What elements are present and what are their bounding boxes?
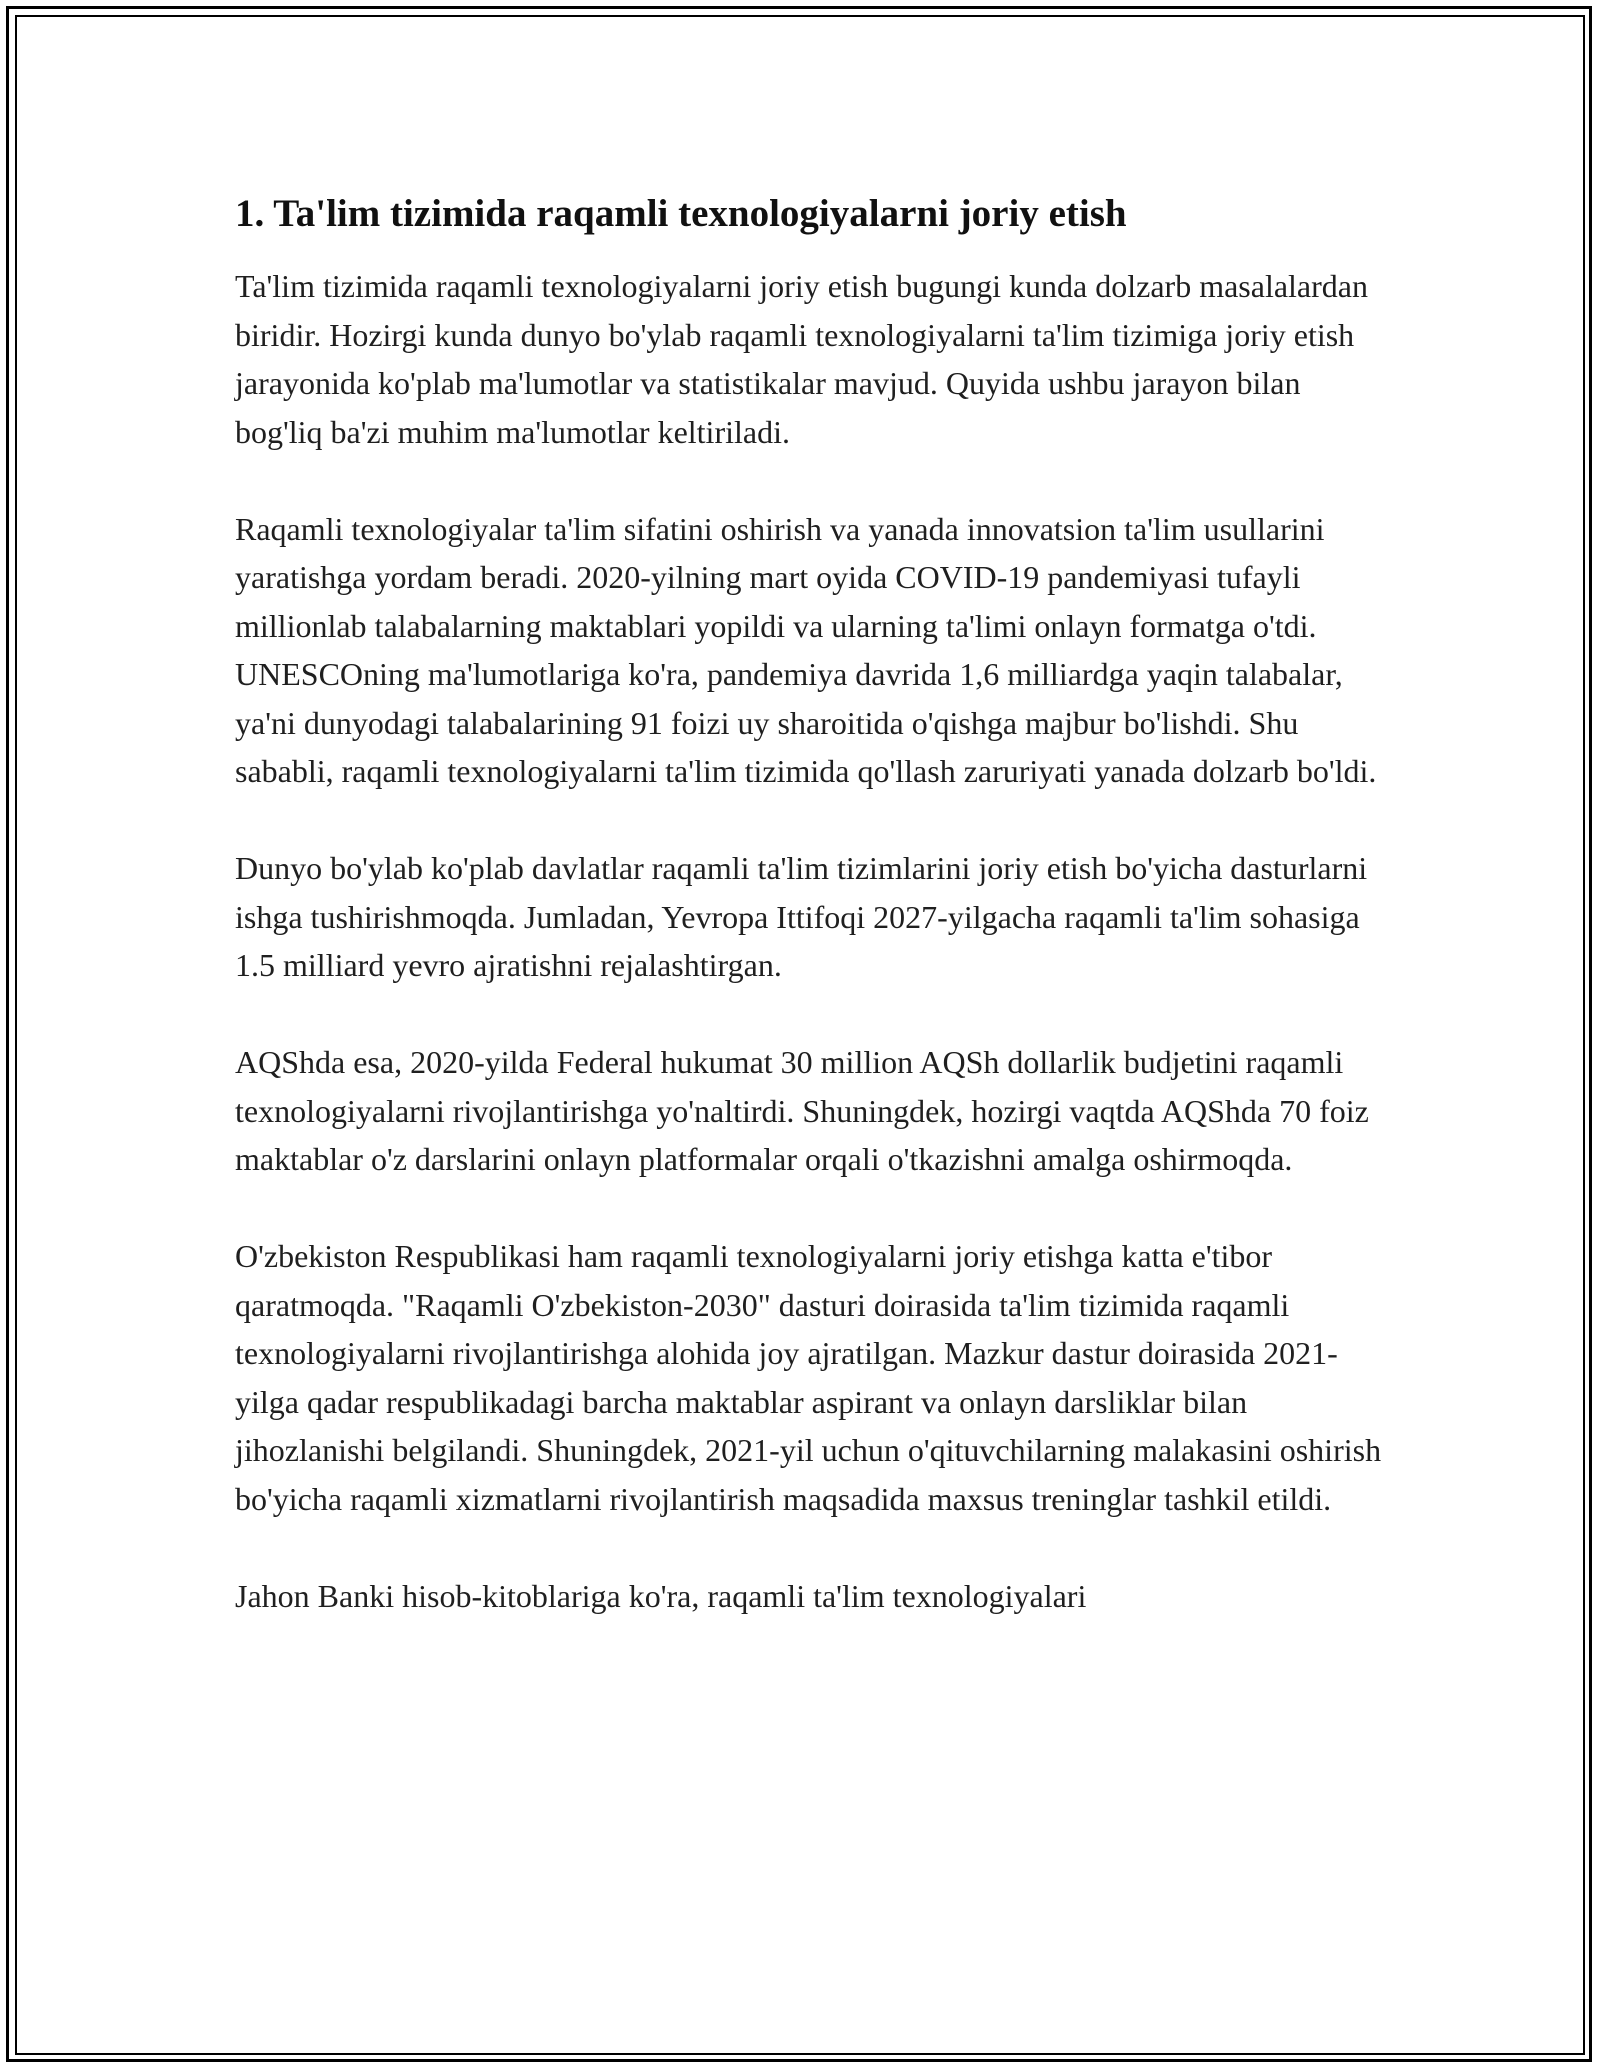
document-page <box>235 186 1385 1669</box>
paragraph-covid: Raqamli texnologiyalar ta'lim sifatini oshirish va yanada innovatsion ta'lim usullarini yaratishga yordam beradi. 2020-yilning mart oyida COVID-19 pandemiyasi tufayli millionlab talabalarning maktablari yopildi va ularning ta'limi onlayn formatga o'tdi. UNESCOning ma'lumotlariga ko'ra, pandemiya davrida 1,6 milliardga yaqin talabalar, ya'ni dunyodagi talabalarining 91 foizi uy sharoitida o'qishga majbur bo'lishdi. Shu sababli, raqamli texnologiyalarni ta'lim tizimida qo'llash zaruriyati yanada dolzarb bo'ldi. <box>235 510 1377 789</box>
paragraph-uzbekistan: O'zbekiston Respublikasi ham raqamli texnologiyalarni joriy etishga katta e'tibor qaratmoqda. "Raqamli O'zbekiston-2030" dasturi doirasida ta'lim tizimida raqamli texnologiyalarni rivojlantirishga alohida joy ajratilgan. Mazkur dastur doirasida 2021-yilga qadar respublikadagi barcha maktablar aspirant va onlayn darsliklar bilan jihozlanishi belgilandi. Shuningdek, 2021-yil uchun o'qituvchilarning malakasini oshirish bo'yicha raqamli xizmatlarni rivojlantirish maqsadida maxsus treninglar tashkil etildi. <box>235 1238 1382 1517</box>
section-heading: 1. Ta'lim tizimida raqamli texnologiyalarni joriy etish <box>235 192 1127 235</box>
paragraph-usa: AQShda esa, 2020-yilda Federal hukumat 30 million AQSh dollarlik budjetini raqamli texnologiyalarni rivojlantirishga yo'naltirdi. Shuningdek, hozirgi vaqtda AQShda 70 foiz maktablar o'z darslarini onlayn platformalar orqali o'tkazishni amalga oshirmoqda. <box>235 1044 1369 1177</box>
paragraph-eu-programs: Dunyo bo'ylab ko'plab davlatlar raqamli ta'lim tizimlarini joriy etish bo'yicha dasturlarni ishga tushirishmoqda. Jumladan, Yevropa Ittifoqi 2027-yilgacha raqamli ta'lim sohasiga 1.5 milliard yevro ajratishni rejalashtirgan. <box>235 850 1368 983</box>
paragraph-world-bank: Jahon Banki hisob-kitoblariga ko'ra, raqamli ta'lim texnologiyalari <box>235 1577 1087 1614</box>
paragraph-intro: Ta'lim tizimida raqamli texnologiyalarni joriy etish bugungi kunda dolzarb masalalardan biridir. Hozirgi kunda dunyo bo'ylab raqamli texnologiyalarni ta'lim tizimiga joriy etish jarayonida ko'plab ma'lumotlar va statistikalar mavjud. Quyida ushbu jarayon bilan bog'liq ba'zi muhim ma'lumotlar keltiriladi. <box>235 268 1368 450</box>
